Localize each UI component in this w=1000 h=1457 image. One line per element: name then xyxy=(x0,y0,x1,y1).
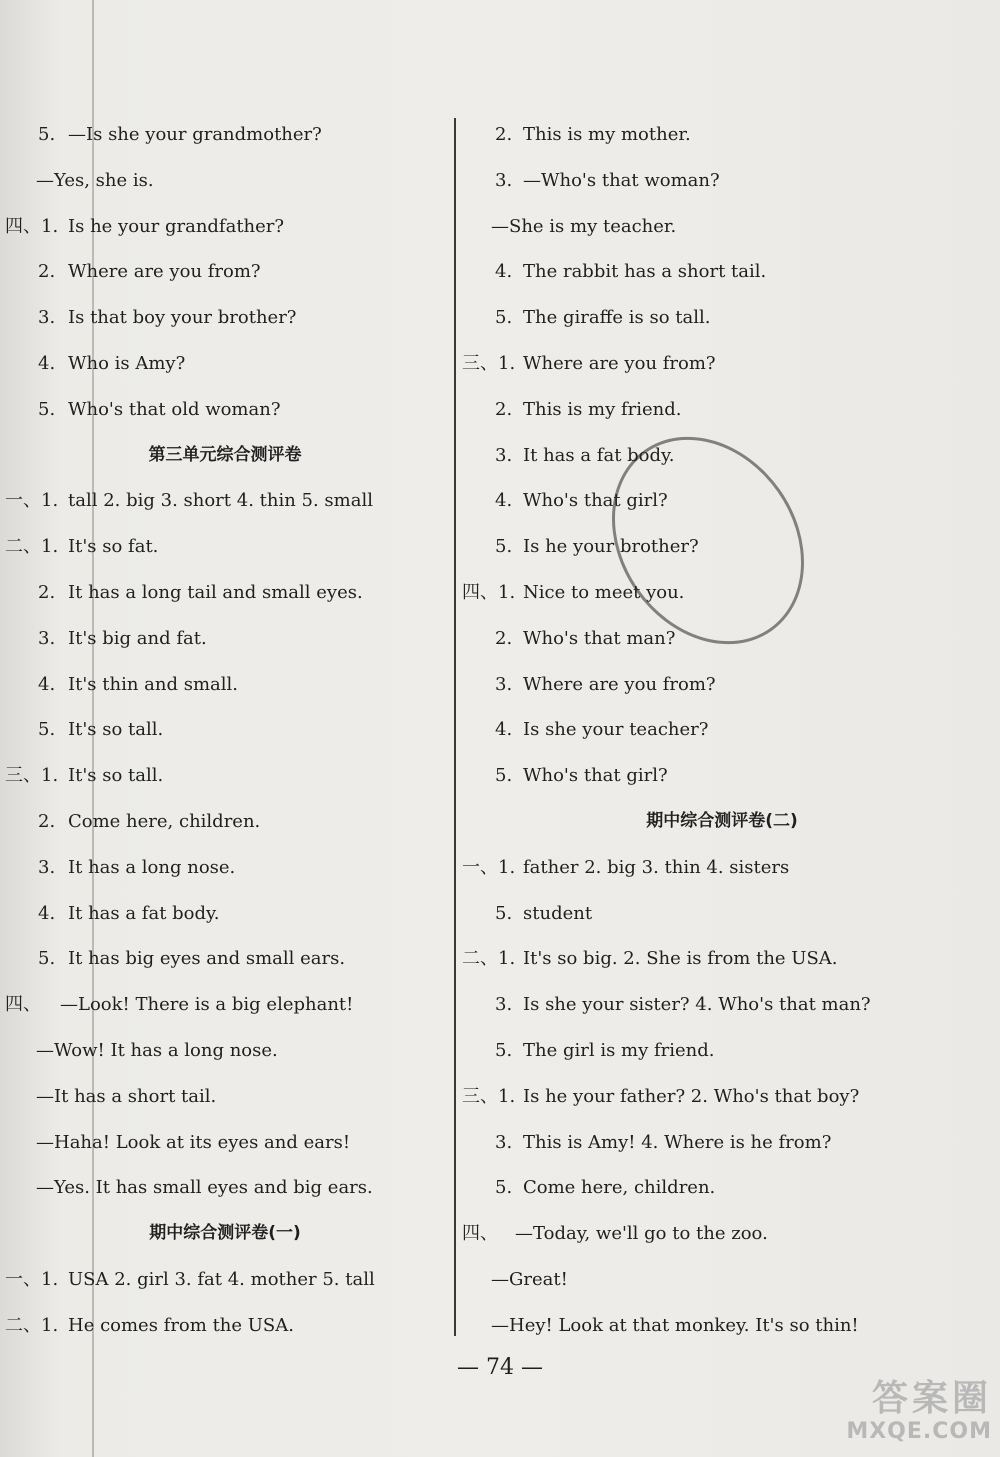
answer-line xyxy=(462,982,982,1028)
answer-text: Is she your sister? 4. Who's that man? xyxy=(523,994,871,1016)
answer-line xyxy=(0,112,450,158)
answer-text: It's thin and small. xyxy=(68,673,238,695)
answer-text: Is he your grandfather? xyxy=(68,215,285,237)
answer-number: 2. xyxy=(495,627,513,649)
answer-line xyxy=(0,662,450,708)
answer-number: 5. xyxy=(495,307,513,329)
answer-number: 四、 xyxy=(5,994,41,1016)
answer-line xyxy=(462,753,982,799)
answer-text: It's big and fat. xyxy=(68,627,207,649)
answer-text: —Yes. It has small eyes and big ears. xyxy=(36,1177,373,1199)
answer-line xyxy=(462,845,982,891)
answer-line xyxy=(462,891,982,937)
answer-line xyxy=(0,295,450,341)
answer-text: This is my friend. xyxy=(523,398,682,420)
answer-text: Is he your father? 2. Who's that boy? xyxy=(523,1085,860,1107)
page-number: — 74 — xyxy=(457,1355,543,1380)
answer-text: —Great! xyxy=(491,1268,568,1290)
answer-text: —Hey! Look at that monkey. It's so thin! xyxy=(491,1314,859,1336)
answer-text: It's so tall. xyxy=(68,765,164,787)
answer-number: 5. xyxy=(495,1177,513,1199)
answer-number: 4. xyxy=(38,902,56,924)
answer-line xyxy=(0,982,450,1028)
answer-text: Where are you from? xyxy=(523,352,716,374)
answer-line xyxy=(0,1165,450,1211)
answer-number: 5. xyxy=(495,536,513,558)
answer-text: Nice to meet you. xyxy=(523,581,685,603)
answer-number: 三、1. xyxy=(462,1085,516,1107)
answer-text: Is he your brother? xyxy=(523,536,699,558)
answer-line xyxy=(462,249,982,295)
answer-text: —Haha! Look at its eyes and ears! xyxy=(36,1131,351,1153)
answer-text: Who's that man? xyxy=(523,627,676,649)
answer-text: —Wow! It has a long nose. xyxy=(36,1039,278,1061)
answer-line xyxy=(462,387,982,433)
answer-text: tall 2. big 3. short 4. thin 5. small xyxy=(68,490,373,512)
answer-text: It has a long nose. xyxy=(68,856,236,878)
section-heading: 期中综合测评卷(二) xyxy=(646,810,798,831)
answer-line xyxy=(0,845,450,891)
answer-text: —Is she your grandmother? xyxy=(68,124,322,145)
watermark-logo xyxy=(792,1379,992,1449)
answer-number: 四、1. xyxy=(462,581,516,603)
answer-text: student xyxy=(523,902,593,924)
answer-line xyxy=(0,1303,450,1349)
answer-line xyxy=(0,707,450,753)
answer-number: 2. xyxy=(38,581,56,603)
answer-text: The girl is my friend. xyxy=(523,1039,715,1061)
answer-number: 5. xyxy=(38,719,56,741)
left-column xyxy=(0,112,450,1349)
answer-number: 4. xyxy=(495,261,513,283)
answer-text: Who's that girl? xyxy=(523,765,668,787)
answer-line xyxy=(462,158,982,204)
answer-line xyxy=(0,478,450,524)
answer-line xyxy=(462,1165,982,1211)
answer-line xyxy=(0,1028,450,1074)
watermark-logo-domain: MXQE.COM xyxy=(846,1419,992,1444)
answer-text: Who is Amy? xyxy=(68,352,186,374)
answer-number: 5. xyxy=(38,948,56,970)
answer-line xyxy=(0,341,450,387)
answer-line xyxy=(0,204,450,250)
answer-number: 三、1. xyxy=(462,352,516,374)
answer-number: 3. xyxy=(495,994,513,1016)
answer-number: 3. xyxy=(495,1131,513,1153)
answer-text: It has a fat body. xyxy=(523,444,675,466)
answer-line xyxy=(0,570,450,616)
answer-text: It has big eyes and small ears. xyxy=(68,948,346,970)
answer-line xyxy=(462,1211,982,1257)
answer-line xyxy=(462,112,982,158)
answer-number: 5. xyxy=(495,1039,513,1061)
answer-text: The rabbit has a short tail. xyxy=(523,261,767,283)
answer-text: —Look! There is a big elephant! xyxy=(60,994,354,1016)
right-column xyxy=(462,112,982,1349)
answer-line xyxy=(0,799,450,845)
answer-number: 4. xyxy=(38,352,56,374)
watermark-logo-text: 答案圈 xyxy=(871,1378,992,1419)
answer-number: 3. xyxy=(38,627,56,649)
answer-text: Who's that girl? xyxy=(523,490,668,512)
column-divider xyxy=(454,118,456,1336)
answer-number: 3. xyxy=(495,673,513,695)
answer-text: —Yes, she is. xyxy=(36,169,154,191)
answer-number: 3. xyxy=(495,444,513,466)
answer-number: 4. xyxy=(495,490,513,512)
answer-number: 2. xyxy=(495,124,513,145)
answer-number: 3. xyxy=(38,856,56,878)
answer-line xyxy=(0,1074,450,1120)
answer-line xyxy=(462,1120,982,1166)
answer-text: father 2. big 3. thin 4. sisters xyxy=(523,856,790,878)
answer-number: 三、1. xyxy=(5,765,59,787)
answer-line xyxy=(0,891,450,937)
answer-line xyxy=(462,204,982,250)
answer-number: 二、1. xyxy=(5,536,59,558)
answer-line xyxy=(462,1257,982,1303)
answer-line xyxy=(462,707,982,753)
answer-line xyxy=(462,1303,982,1349)
answer-line xyxy=(0,753,450,799)
answer-number: 5. xyxy=(495,902,513,924)
answer-number: 二、1. xyxy=(462,948,516,970)
answer-number: 5. xyxy=(38,124,56,145)
answer-text: It has a fat body. xyxy=(68,902,220,924)
answer-text: Where are you from? xyxy=(523,673,716,695)
answer-line xyxy=(462,341,982,387)
answer-line xyxy=(0,524,450,570)
answer-text: Come here, children. xyxy=(523,1177,716,1199)
answer-line xyxy=(0,616,450,662)
answer-text: Is she your teacher? xyxy=(523,719,709,741)
answer-text: —She is my teacher. xyxy=(491,215,677,237)
answer-number: 4. xyxy=(38,673,56,695)
answer-number: 四、1. xyxy=(5,215,59,237)
answer-number: 一、1. xyxy=(462,856,516,878)
answer-text: This is Amy! 4. Where is he from? xyxy=(523,1131,832,1153)
answer-line xyxy=(462,1028,982,1074)
answer-text: Come here, children. xyxy=(68,810,261,832)
answer-number: 2. xyxy=(38,810,56,832)
answer-line xyxy=(462,662,982,708)
answer-text: Is that boy your brother? xyxy=(68,307,297,329)
answer-number: 二、1. xyxy=(5,1314,59,1336)
answer-line xyxy=(0,1120,450,1166)
answer-line xyxy=(462,1074,982,1120)
answer-text: This is my mother. xyxy=(523,124,691,145)
answer-text: It has a long tail and small eyes. xyxy=(68,581,363,603)
answer-line xyxy=(462,295,982,341)
section-heading: 期中综合测评卷(一) xyxy=(149,1223,301,1244)
answer-text: It's so fat. xyxy=(68,536,159,558)
answer-number: 四、 xyxy=(462,1223,498,1245)
answer-number: 5. xyxy=(495,765,513,787)
section-heading: 第三单元综合测评卷 xyxy=(148,444,302,465)
answer-line xyxy=(0,387,450,433)
answer-text: Where are you from? xyxy=(68,261,261,283)
answer-number: 3. xyxy=(495,169,513,191)
answer-text: It's so tall. xyxy=(68,719,164,741)
answer-text: —It has a short tail. xyxy=(36,1085,217,1107)
answer-line xyxy=(0,158,450,204)
answer-text: It's so big. 2. She is from the USA. xyxy=(523,948,838,970)
answer-text: —Who's that woman? xyxy=(523,169,720,191)
answer-text: The giraffe is so tall. xyxy=(523,307,711,329)
answer-number: 5. xyxy=(38,398,56,420)
answer-number: 一、1. xyxy=(5,490,59,512)
answer-line xyxy=(0,936,450,982)
answer-text: He comes from the USA. xyxy=(68,1314,294,1336)
answer-line xyxy=(0,249,450,295)
answer-number: 2. xyxy=(38,261,56,283)
answer-number: 2. xyxy=(495,398,513,420)
answer-text: USA 2. girl 3. fat 4. mother 5. tall xyxy=(68,1268,375,1290)
answer-line xyxy=(462,936,982,982)
answer-line xyxy=(0,1257,450,1303)
answer-text: —Today, we'll go to the zoo. xyxy=(515,1223,768,1245)
answer-number: 一、1. xyxy=(5,1268,59,1290)
answer-number: 4. xyxy=(495,719,513,741)
answer-text: Who's that old woman? xyxy=(68,398,281,420)
answer-number: 3. xyxy=(38,307,56,329)
